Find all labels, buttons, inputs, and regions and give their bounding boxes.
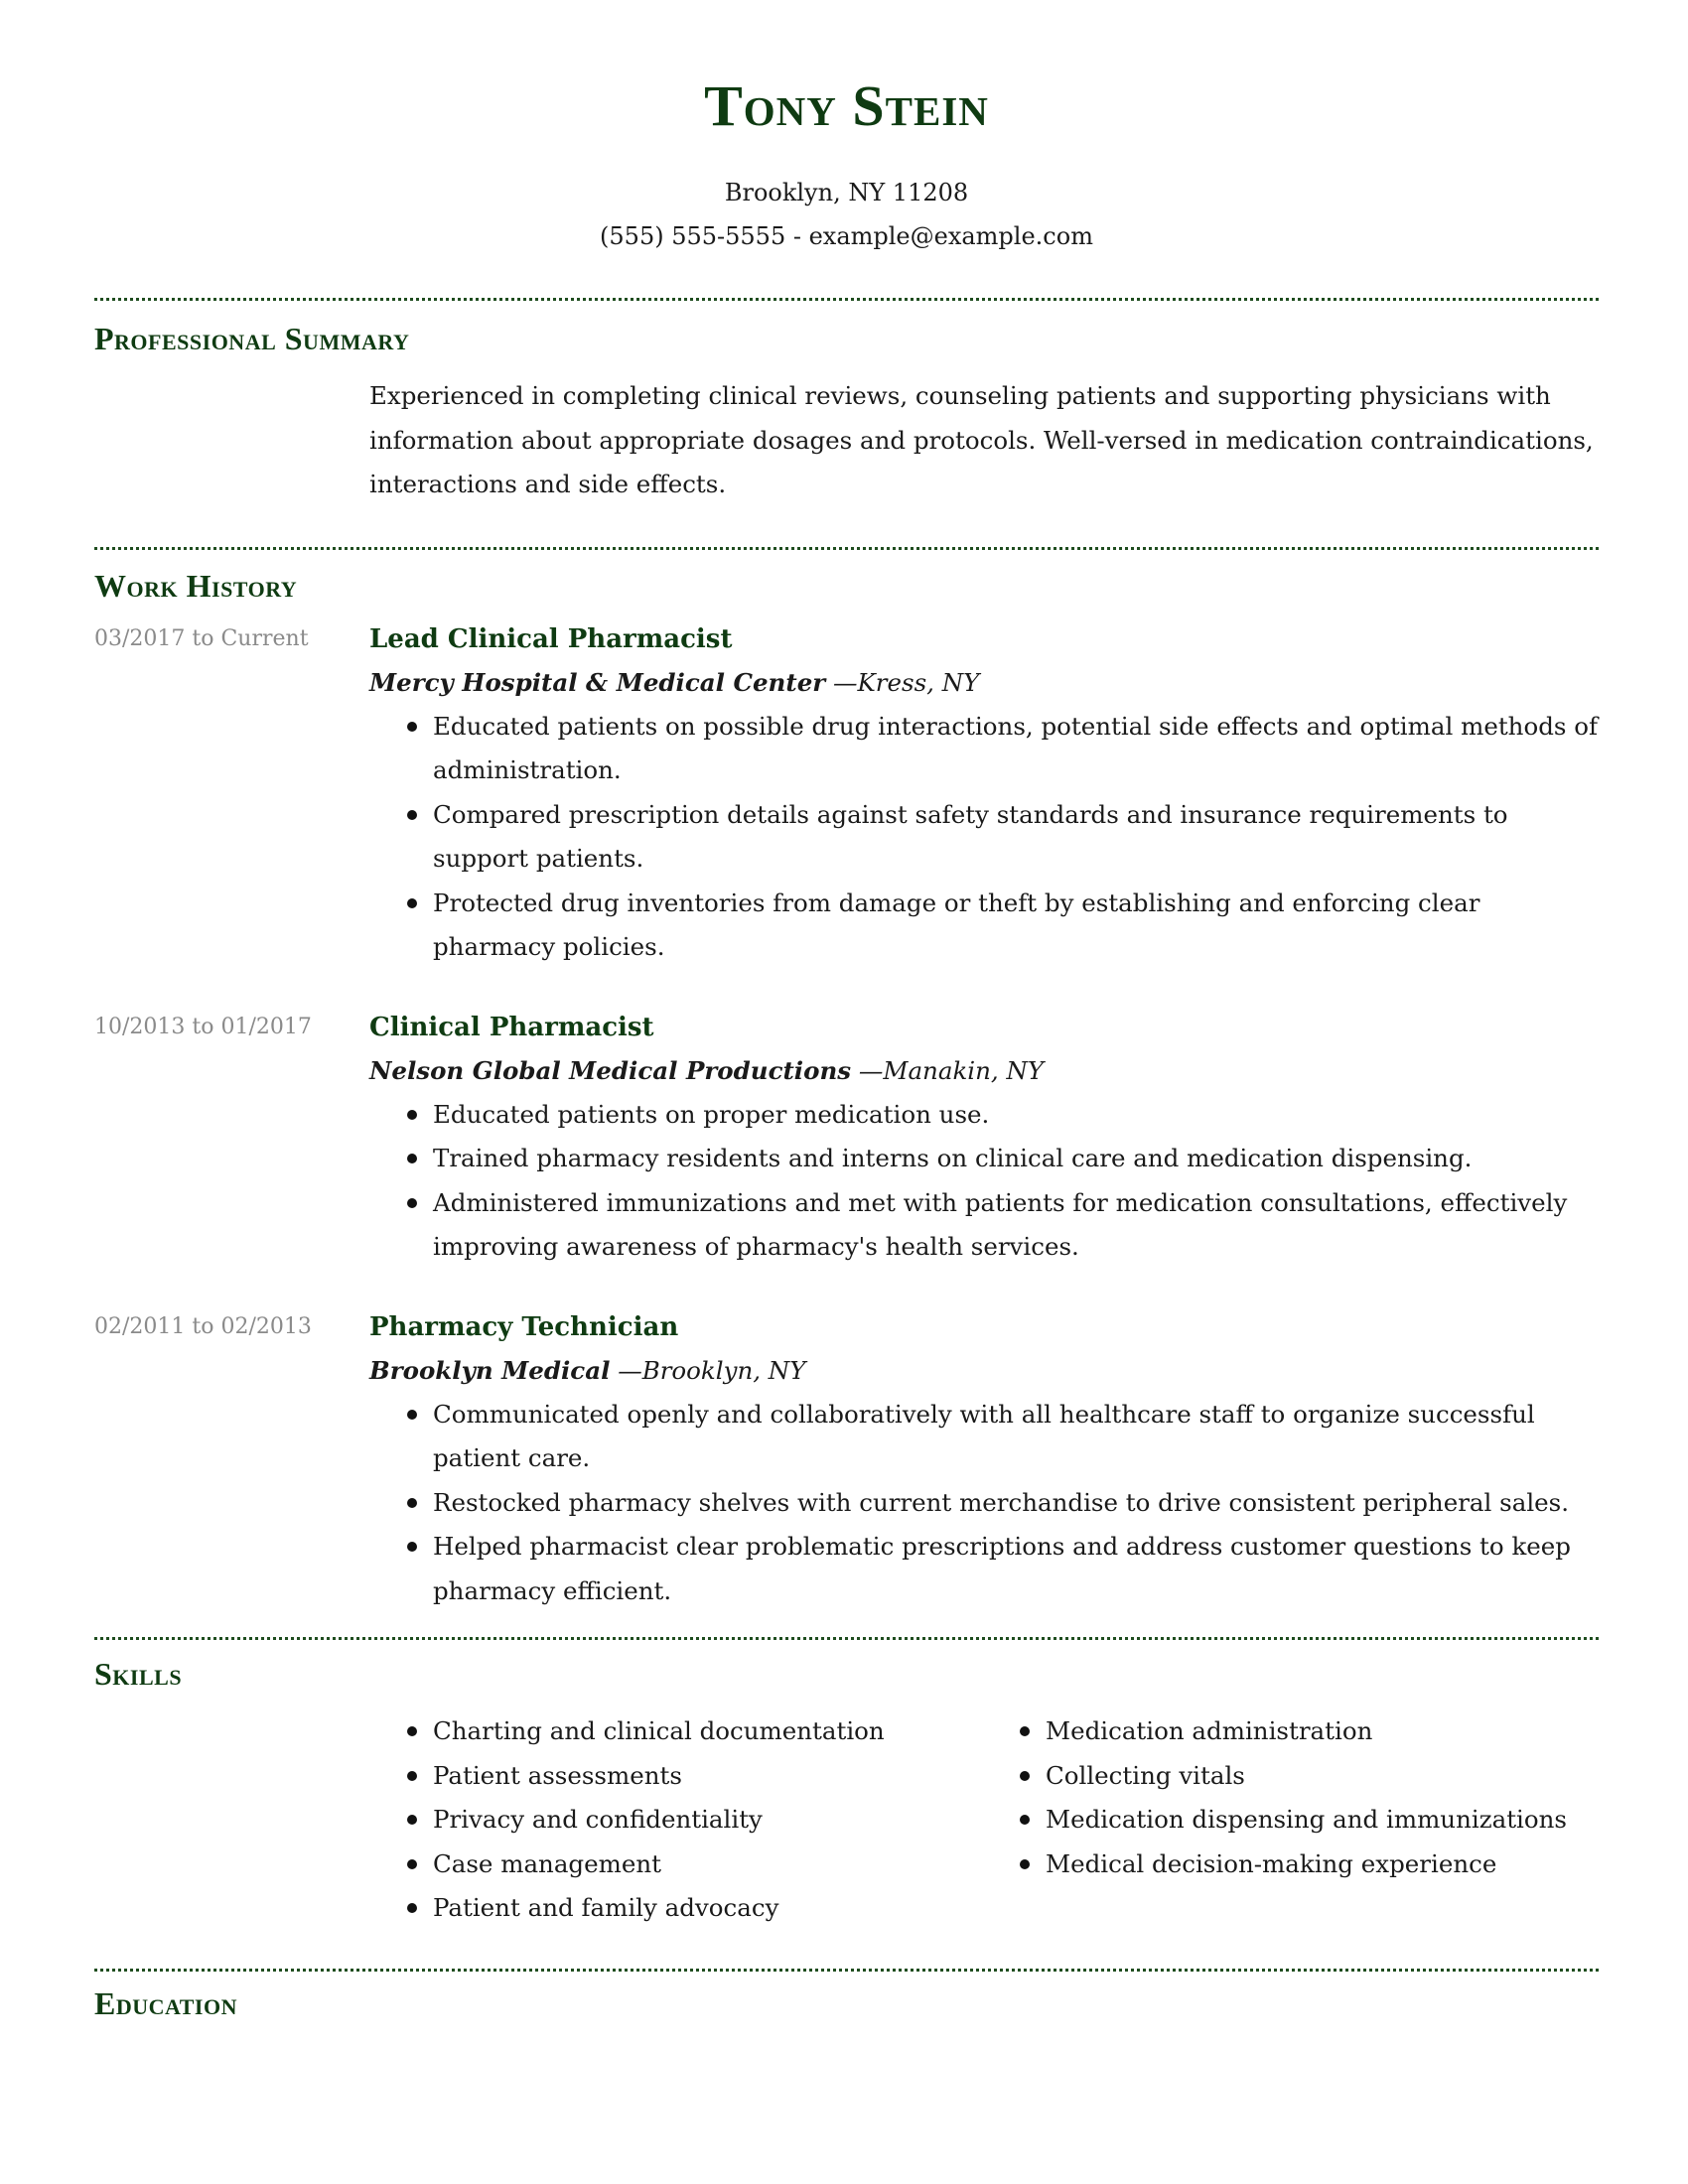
skills-row bbox=[94, 1709, 1599, 1931]
candidate-name: Tony Stein bbox=[704, 73, 989, 138]
section-divider bbox=[94, 547, 1599, 550]
company-name: Mercy Hospital & Medical Center bbox=[369, 667, 826, 697]
job-dates: 03/2017 to Current bbox=[94, 625, 309, 651]
job-title: Clinical Pharmacist bbox=[369, 1012, 654, 1042]
skills-columns bbox=[369, 1709, 1599, 1931]
section-divider bbox=[94, 1637, 1599, 1640]
skill-item: Charting and clinical documentation bbox=[369, 1709, 982, 1754]
skills-list-right bbox=[982, 1709, 1567, 1931]
job-bullets bbox=[369, 705, 1599, 970]
job-entry bbox=[94, 1006, 1599, 1270]
section-divider bbox=[94, 1969, 1599, 1972]
section-divider bbox=[94, 298, 1599, 301]
phone-email: (555) 555-5555 - example@example.com bbox=[600, 222, 1093, 250]
summary-row bbox=[94, 374, 1599, 507]
job-entry bbox=[94, 617, 1599, 970]
list-item: Compared prescription details against safety standards and insurance requirements to support patients. bbox=[369, 793, 1599, 882]
skill-item: Medication dispensing and immunizations bbox=[982, 1798, 1567, 1843]
list-item: Communicated openly and collaboratively with all healthcare staff to organize successful patient care. bbox=[369, 1393, 1599, 1481]
list-item: Educated patients on proper medication use. bbox=[369, 1093, 1599, 1138]
list-item: Trained pharmacy residents and interns on clinical care and medication dispensing. bbox=[369, 1137, 1599, 1181]
job-location: —Manakin, NY bbox=[858, 1055, 1045, 1085]
job-dates: 02/2011 to 02/2013 bbox=[94, 1313, 312, 1339]
job-location: —Brooklyn, NY bbox=[618, 1355, 806, 1385]
skill-item: Collecting vitals bbox=[982, 1754, 1567, 1799]
summary-text: Experienced in completing clinical reviews, counseling patients and supporting physicians with information about appropriate dosages and protocols. Well-versed in medication contraindications, interactions and side effects. bbox=[369, 381, 1594, 498]
skill-item: Privacy and confidentiality bbox=[369, 1798, 982, 1843]
skill-item: Case management bbox=[369, 1843, 982, 1887]
resume-header bbox=[94, 0, 1599, 258]
section-title-skills: Skills bbox=[94, 1656, 183, 1692]
list-item: Helped pharmacist clear problematic prescriptions and address customer questions to keep pharmacy efficient. bbox=[369, 1525, 1599, 1613]
job-location: —Kress, NY bbox=[832, 667, 980, 697]
skill-item: Patient and family advocacy bbox=[369, 1886, 982, 1931]
address: Brooklyn, NY 11208 bbox=[724, 179, 969, 206]
section-title-work: Work History bbox=[94, 567, 298, 604]
job-dates: 10/2013 to 01/2017 bbox=[94, 1014, 312, 1039]
job-bullets bbox=[369, 1093, 1599, 1270]
list-item: Educated patients on possible drug interactions, potential side effects and optimal methods of administration. bbox=[369, 705, 1599, 793]
list-item: Protected drug inventories from damage or theft by establishing and enforcing clear pharmacy policies. bbox=[369, 882, 1599, 970]
skill-item: Medical decision-making experience bbox=[982, 1843, 1567, 1887]
list-item: Restocked pharmacy shelves with current merchandise to drive consistent peripheral sales. bbox=[369, 1481, 1599, 1526]
company-name: Brooklyn Medical bbox=[369, 1355, 611, 1385]
skill-item: Patient assessments bbox=[369, 1754, 982, 1799]
job-employer bbox=[369, 1049, 1599, 1093]
section-title-summary: Professional Summary bbox=[94, 321, 410, 356]
resume-page bbox=[94, 0, 1599, 2023]
job-employer bbox=[369, 1349, 1599, 1393]
skills-list-left bbox=[369, 1709, 982, 1931]
section-title-education: Education bbox=[94, 1984, 237, 2021]
skill-item: Medication administration bbox=[982, 1709, 1567, 1754]
job-entry bbox=[94, 1305, 1599, 1614]
list-item: Administered immunizations and met with patients for medication consultations, effectively improving awareness of pharmacy's health services. bbox=[369, 1181, 1599, 1270]
job-title: Pharmacy Technician bbox=[369, 1311, 679, 1342]
job-employer bbox=[369, 661, 1599, 705]
job-bullets bbox=[369, 1393, 1599, 1614]
company-name: Nelson Global Medical Productions bbox=[369, 1055, 852, 1085]
job-title: Lead Clinical Pharmacist bbox=[369, 623, 733, 654]
